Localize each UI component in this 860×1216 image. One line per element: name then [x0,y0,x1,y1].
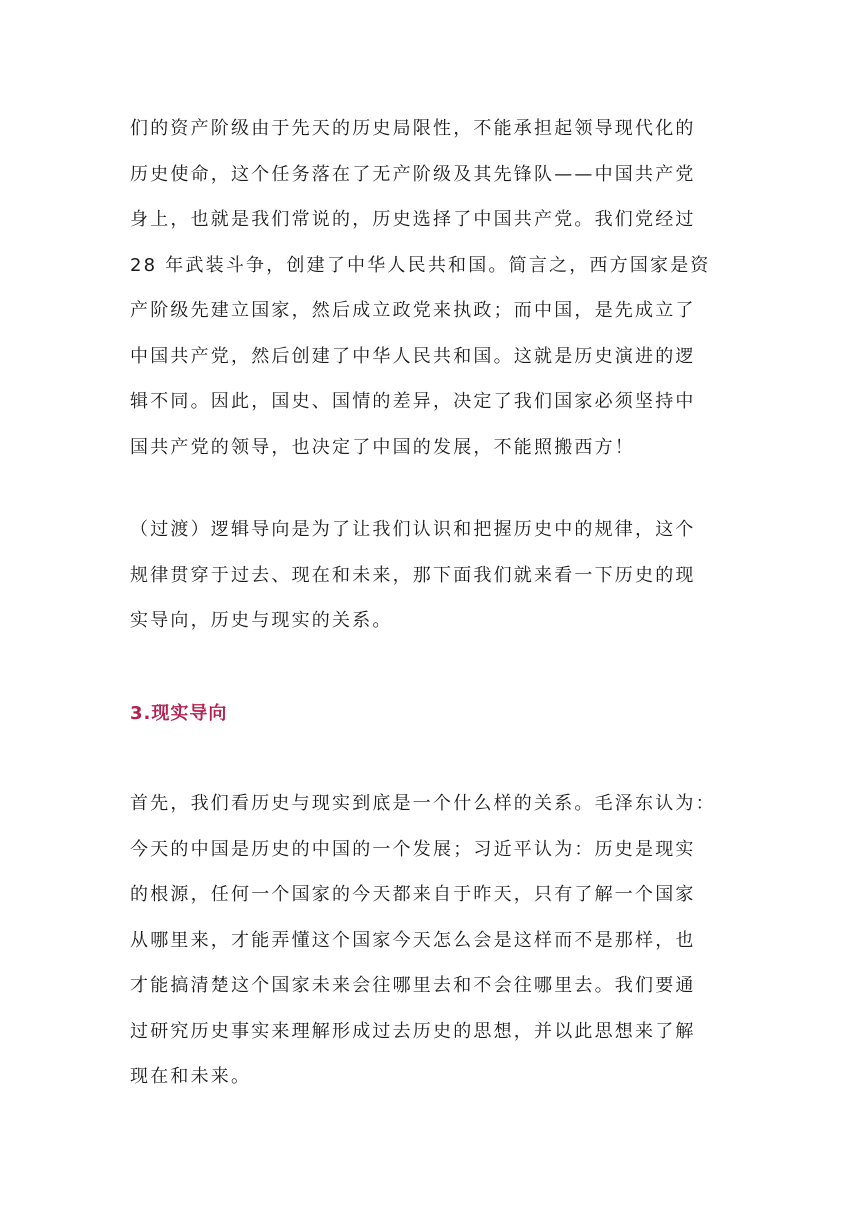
text-line: （过渡）逻辑导向是为了让我们认识和把握历史中的规律，这个 [130,519,696,540]
text-line: 们的资产阶级由于先天的历史局限性，不能承担起领导现代化的 [130,118,696,139]
paragraph-reality-orientation [130,781,730,1100]
paragraph-history-logic [130,106,730,470]
text-line: 中国共产党，然后创建了中华人民共和国。这就是历史演进的逻 [130,345,696,367]
text-line: 28 年武装斗争，创建了中华人民共和国。简言之，西方国家是资 [130,254,711,276]
text-line: 规律贯穿于过去、现在和未来，那下面我们就来看一下历史的现 [130,564,696,586]
text-line: 今天的中国是历史的中国的一个发展；习近平认为：历史是现实 [130,838,696,860]
text-line: 产阶级先建立国家，然后成立政党来执政；而中国，是先成立了 [130,300,696,321]
text-line: 辑不同。因此，国史、国情的差异，决定了我们国家必须坚持中 [130,391,696,412]
text-line: 从哪里来，才能弄懂这个国家今天怎么会是这样而不是那样，也 [130,929,696,951]
paragraph-transition [130,507,730,644]
text-line: 实导向，历史与现实的关系。 [130,610,393,631]
text-line: 历史使命，这个任务落在了无产阶级及其先锋队——中国共产党 [130,163,696,185]
text-line: 的根源，任何一个国家的今天都来自于昨天，只有了解一个国家 [130,884,696,905]
text-line: 国共产党的领导，也决定了中国的发展，不能照搬西方！ [130,436,635,458]
text-line: 过研究历史事实来理解形成过去历史的思想，并以此思想来了解 [130,1020,696,1042]
text-line: 才能搞清楚这个国家未来会往哪里去和不会往哪里去。我们要通 [130,975,696,996]
section-heading: 3.现实导向 [130,703,228,724]
text-line: 身上，也就是我们常说的，历史选择了中国共产党。我们党经过 [130,209,696,230]
text-line: 首先，我们看历史与现实到底是一个什么样的关系。毛泽东认为： [130,793,716,814]
text-line: 现在和未来。 [130,1066,252,1087]
